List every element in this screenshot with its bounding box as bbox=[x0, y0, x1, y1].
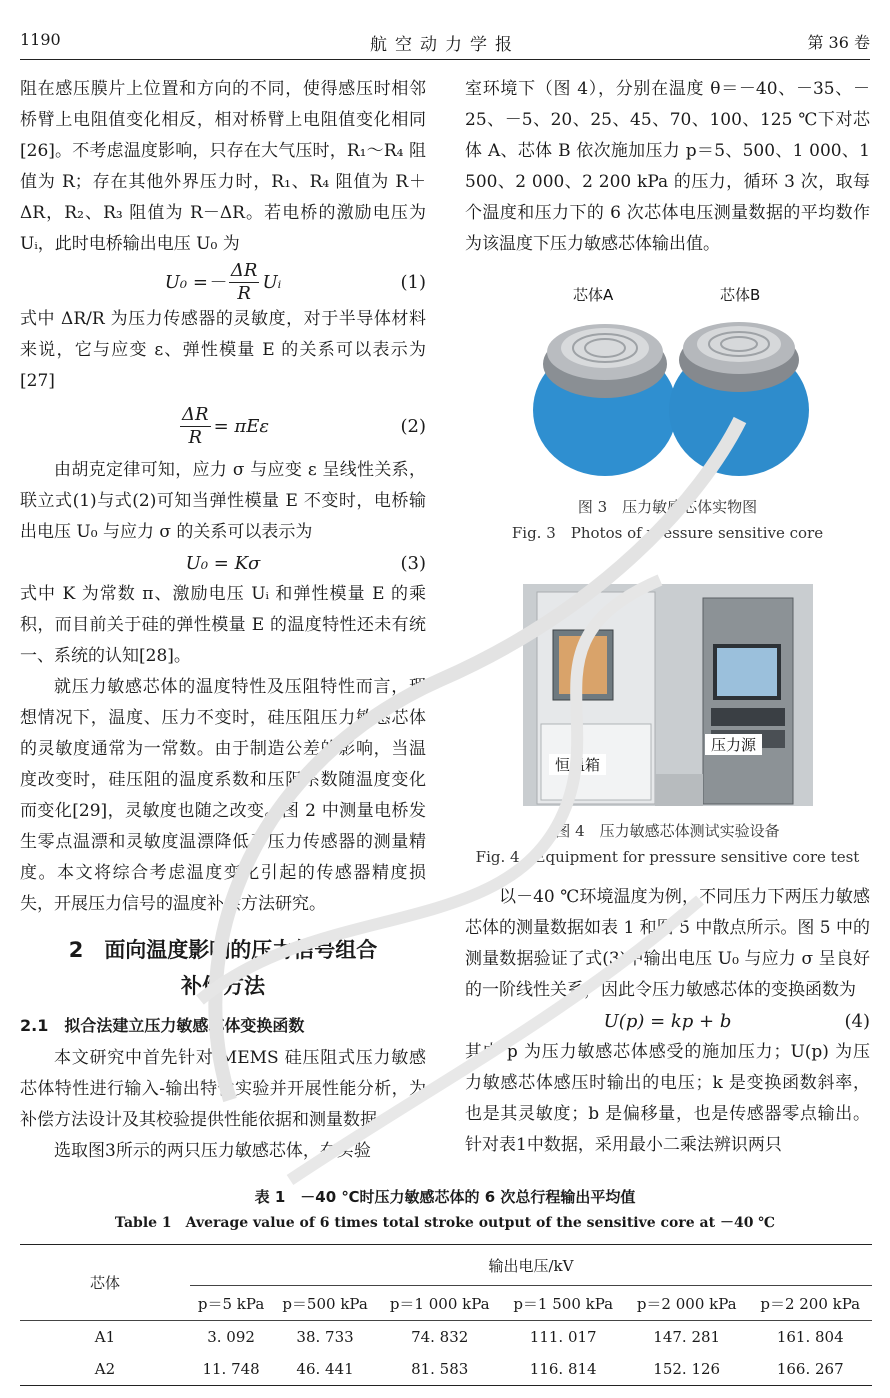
right-paragraph-3: 其中 p 为压力敏感芯体感受的施加压力；U(p) 为压力敏感芯体感压时输出的电压；k 是变换函数斜率，也是其灵敏度；b 是偏移量，也是传感器零点输出。针对表1中数据，采用最小二乘法辨识两只 bbox=[465, 1042, 870, 1155]
figure-3-photo bbox=[527, 282, 813, 478]
label-core-b: 芯体B bbox=[720, 286, 761, 304]
eq2-rhs: = πEε bbox=[213, 415, 269, 437]
page-header bbox=[0, 0, 890, 60]
volume-label: 第 36 卷 bbox=[807, 33, 870, 52]
eq3-text: U₀ = Kσ bbox=[185, 553, 261, 574]
table-col-header: p＝5 kPa bbox=[190, 1286, 272, 1321]
figure-4-caption-en: Fig. 4 Equipment for pressure sensitive core test bbox=[475, 848, 860, 866]
eq1-numerator: ΔR bbox=[230, 259, 258, 281]
table-col-header: p＝1 500 kPa bbox=[501, 1286, 625, 1321]
table-row bbox=[20, 1353, 872, 1386]
eq2-denominator: R bbox=[188, 426, 203, 448]
right-column-top bbox=[465, 74, 870, 260]
table-cell: 116. 814 bbox=[529, 1360, 597, 1378]
right-paragraph-1: 室环境下（图 4），分别在温度 θ＝－40、－35、－25、－5、20、25、45、70、100、125 ℃下对芯体 A、芯体 B 依次施加压力 p＝5、500、1 000、1 500、2 000、2 200 kPa 的压力，循环 3 次，取每个温度和压力下的 6 次芯体电压测量数据的平均数作为该温度下压力敏感芯体输出值。 bbox=[465, 79, 870, 254]
sensor-cores-illustration bbox=[527, 282, 813, 478]
table-cell: 152. 126 bbox=[653, 1360, 721, 1378]
equation-3 bbox=[20, 548, 426, 579]
table-col-header: p＝2 200 kPa bbox=[748, 1286, 872, 1321]
right-column-bottom bbox=[465, 882, 870, 1161]
header-rule bbox=[20, 59, 870, 60]
table-1 bbox=[20, 1244, 872, 1386]
table-cell: 46. 441 bbox=[296, 1360, 354, 1378]
label-core-a: 芯体A bbox=[573, 286, 614, 304]
table-cell: 38. 733 bbox=[296, 1328, 354, 1346]
table-group-header: 输出电压/kV bbox=[190, 1245, 872, 1286]
eq4-text: U(p) = kp + b bbox=[603, 1011, 732, 1032]
section-title-line-1: 面向温度影响的压力信号组合 bbox=[104, 938, 378, 962]
subsection-heading: 2.1 拟合法建立压力敏感芯体变换函数 bbox=[20, 1016, 305, 1035]
figure-4-photo bbox=[523, 584, 813, 806]
left-paragraph-3: 由胡克定律可知，应力 σ 与应变 ε 呈线性关系，联立式(1)与式(2)可知当弹性模量 E 不变时，电桥输出电压 U₀ 与应力 σ 的关系可以表示为 bbox=[20, 460, 426, 542]
eq4-number: (4) bbox=[844, 1011, 870, 1032]
equation-1 bbox=[20, 260, 426, 304]
left-paragraph-5: 就压力敏感芯体的温度特性及压阻特性而言，理想情况下，温度、压力不变时，硅压阻压力敏感芯体的灵敏度通常为一常数。由于制造公差的影响，当温度改变时，硅压阻的温度系数和压阻系数随温度变化而变化[29]，灵敏度也随之改变。图 2 中测量电桥发生零点温漂和灵敏度温漂降低了压力传感器的测量精度。本文将综合考虑温度变化引起的传感器精度损失，开展压力信号的温度补偿方法研究。 bbox=[20, 677, 426, 914]
section-number: 2 bbox=[68, 938, 84, 962]
table-row-header: 芯体 bbox=[20, 1245, 190, 1321]
table-cell: 111. 017 bbox=[529, 1328, 597, 1346]
eq3-number: (3) bbox=[400, 553, 426, 574]
section-heading bbox=[20, 932, 426, 1004]
page-number: 1190 bbox=[20, 30, 61, 49]
table-1-caption-en: Table 1 Average value of 6 times total stroke output of the sensitive core at －40 ℃ bbox=[114, 1215, 776, 1231]
label-thermostat-chamber: 恒温箱 bbox=[549, 754, 606, 775]
eq1-rhs: Uᵢ bbox=[262, 271, 282, 293]
left-paragraph-1: 阻在感压膜片上位置和方向的不同，使得感压时相邻桥臂上电阻值变化相反，相对桥臂上电阻值变化相同[26]。不考虑温度影响，只存在大气压时，R₁～R₄ 阻值为 R；存在其他外界压力时，R₁、R₄ 阻值为 R＋ΔR，R₂、R₃ 阻值为 R－ΔR。若电桥的激励电压为 Uᵢ，此时电桥输出电压 U₀ 为 bbox=[20, 79, 426, 254]
left-column bbox=[20, 74, 426, 1167]
table-cell: 74. 832 bbox=[411, 1328, 469, 1346]
eq1-denominator: R bbox=[237, 282, 251, 304]
right-paragraph-2: 以－40 ℃环境温度为例，不同压力下两压力敏感芯体的测量数据如表 1 和图 5 中散点所示。图 5 中的测量数据验证了式(3)中输出电压 U₀ 与应力 σ 呈良好的一阶线性关系，因此令压力敏感芯体的变换函数为 bbox=[465, 887, 870, 1000]
table-cell: 147. 281 bbox=[653, 1328, 721, 1346]
table-cell-name: A1 bbox=[94, 1328, 116, 1346]
equation-4 bbox=[465, 1006, 870, 1037]
table-cell: 81. 583 bbox=[411, 1360, 469, 1378]
eq2-number: (2) bbox=[400, 415, 426, 437]
table-cell-name: A2 bbox=[94, 1360, 116, 1378]
eq2-fraction bbox=[180, 404, 211, 449]
eq2-numerator: ΔR bbox=[182, 403, 209, 425]
eq1-number: (1) bbox=[400, 271, 426, 293]
table-cell: 161. 804 bbox=[776, 1328, 844, 1346]
table-cell: 3. 092 bbox=[207, 1328, 255, 1346]
eq1-fraction bbox=[229, 260, 260, 305]
table-col-header: p＝2 000 kPa bbox=[625, 1286, 749, 1321]
left-paragraph-6: 本文研究中首先针对 MEMS 硅压阻式压力敏感芯体特性进行输入-输出特性实验并开展性能分析，为补偿方法设计及其校验提供性能依据和测量数据。 bbox=[20, 1048, 426, 1130]
table-col-header: p＝1 000 kPa bbox=[378, 1286, 502, 1321]
table-col-header: p＝500 kPa bbox=[272, 1286, 378, 1321]
journal-title: 航空动力学报 bbox=[370, 35, 520, 55]
left-paragraph-2: 式中 ΔR/R 为压力传感器的灵敏度，对于半导体材料来说，它与应变 ε、弹性模量 E 的关系可以表示为[27] bbox=[20, 309, 426, 391]
left-paragraph-4: 式中 K 为常数 π、激励电压 Uᵢ 和弹性模量 E 的乘积，而目前关于硅的弹性模量 E 的温度特性还未有统一、系统的认知[28]。 bbox=[20, 584, 426, 666]
figure-3-caption-cn: 图 3 压力敏感芯体实物图 bbox=[577, 498, 758, 516]
table-cell: 166. 267 bbox=[776, 1360, 844, 1378]
figure-3-caption-en: Fig. 3 Photos of pressure sensitive core bbox=[511, 524, 824, 542]
figure-4-caption-cn: 图 4 压力敏感芯体测试实验设备 bbox=[555, 822, 780, 840]
label-pressure-source: 压力源 bbox=[705, 734, 762, 755]
table-cell: 11. 748 bbox=[202, 1360, 260, 1378]
table-row bbox=[20, 1321, 872, 1354]
eq1-lhs: U₀ =－ bbox=[164, 271, 226, 293]
equation-2 bbox=[20, 397, 426, 455]
left-paragraph-7: 选取图3所示的两只压力敏感芯体，在实验 bbox=[54, 1141, 371, 1161]
section-title-line-2: 补偿方法 bbox=[181, 974, 265, 998]
table-1-caption-cn: 表 1 －40 ℃时压力敏感芯体的 6 次总行程输出平均值 bbox=[254, 1188, 636, 1206]
